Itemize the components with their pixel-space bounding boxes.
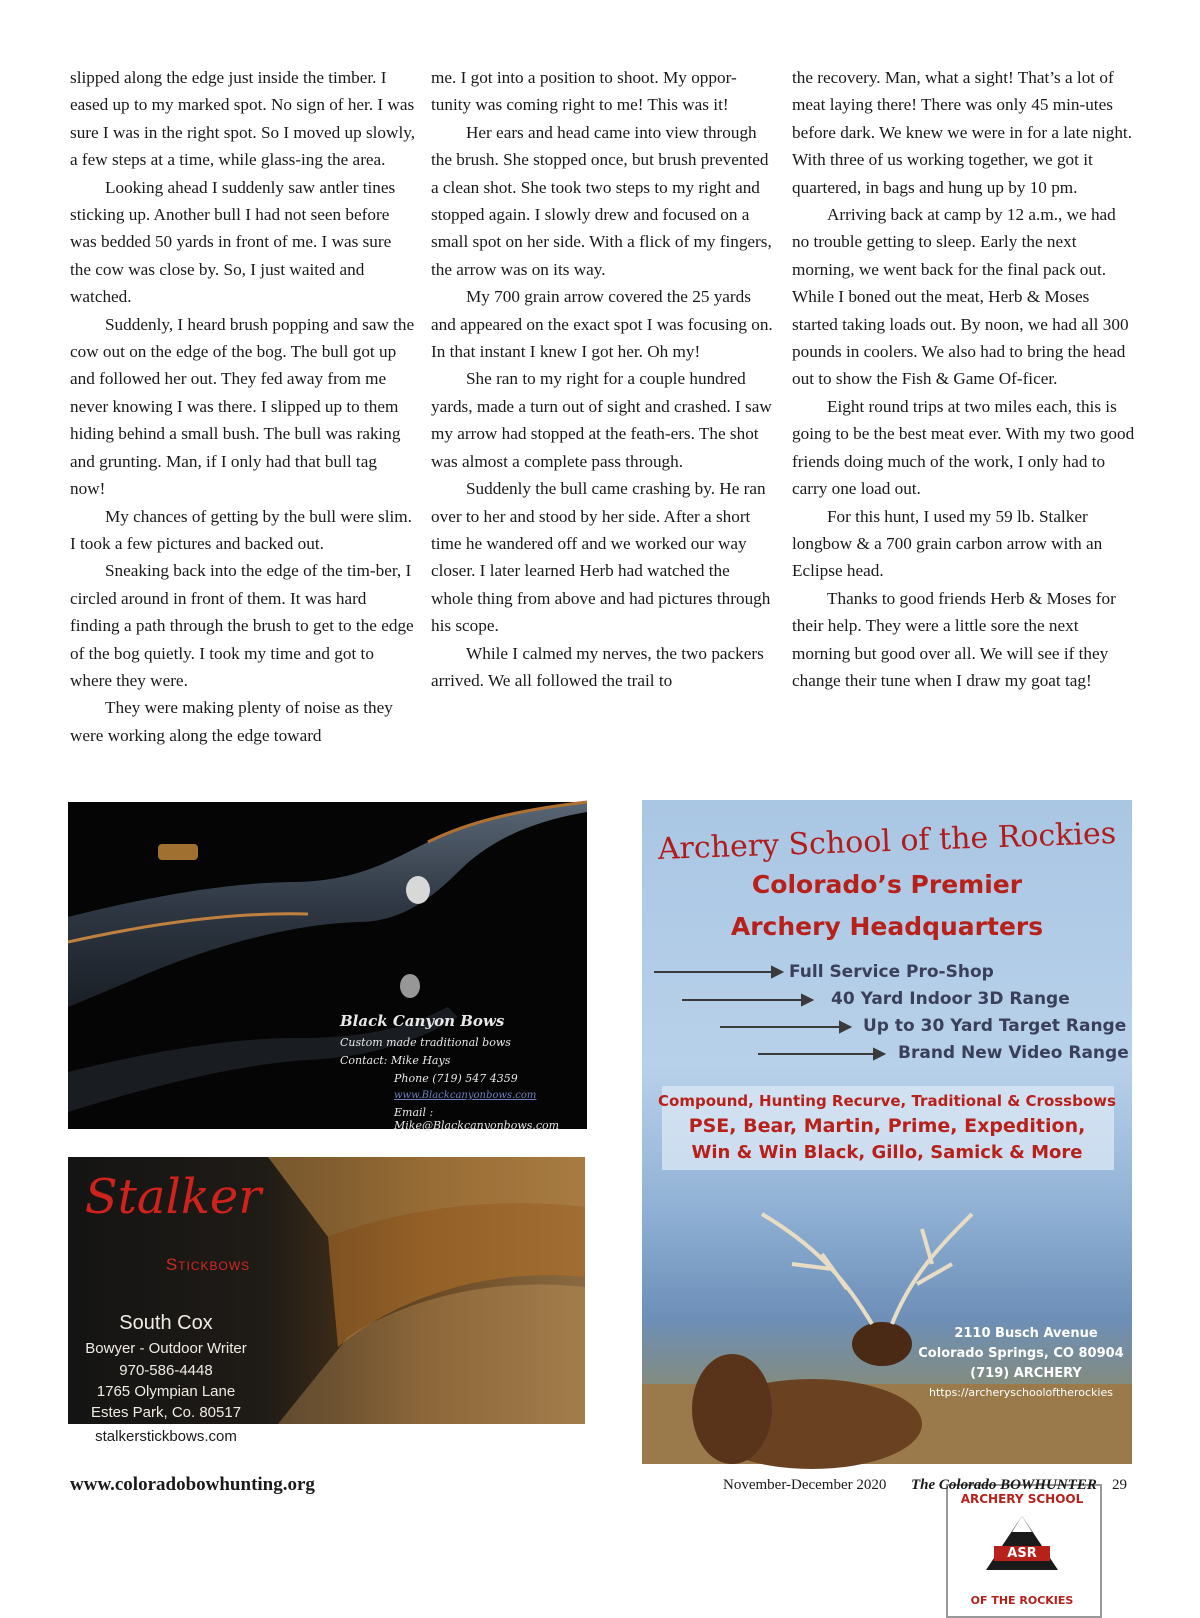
asr-feature-3: Up to 30 Yard Target Range (863, 1016, 1127, 1036)
mountain-icon (982, 1512, 1062, 1572)
asr-brands-3: Win & Win Black, Gillo, Samick & More (691, 1142, 1083, 1163)
bcb-contact: Contact: Mike Hays (340, 1054, 451, 1067)
bcb-name: Black Canyon Bows (340, 1012, 505, 1030)
paragraph: me. I got into a position to shoot. My oppor-tunity was coming right to me! This was it! (431, 68, 737, 115)
bcb-phone: Phone (719) 547 4359 (394, 1072, 518, 1085)
asr-logo-top: ARCHERY SCHOOL (960, 1492, 1084, 1506)
asr-headline-2: Archery Headquarters (730, 912, 1044, 941)
asr-logo-mid: ASR (994, 1546, 1050, 1561)
paragraph: Eight round trips at two miles each, this is going to be the best meat ever. With my two good friends doing much of the work, I only had to carry one load out. (792, 396, 1135, 499)
elk-image (642, 1184, 1132, 1464)
footer-page-number: 29 (1112, 1477, 1127, 1493)
asr-logo-bottom: OF THE ROCKIES (970, 1594, 1074, 1607)
asr-arc-title: Archery School of the Rockies (657, 816, 1117, 867)
paragraph: Suddenly, I heard brush popping and saw the cow out on the edge of the bog. The bull got up and followed her out. They fed away from me never knowing I was there. I slipped up to them hiding behind a small bush. The bull was raking and grunting. Man, if I only had that bull tag now! (70, 314, 415, 499)
paragraph: slipped along the edge just inside the timber. I eased up to my marked spot. No sign of her. I was sure I was in the right spot. So I moved up slowly, a few steps at a time, while glass-ing the area. (70, 68, 415, 170)
asr-headline-1: Colorado’s Premier (751, 870, 1023, 899)
paragraph: Looking ahead I suddenly saw antler tines sticking up. Another bull I had not seen before was bedded 50 yards in front of me. I was sure the cow was close by. So, I just waited and watched. (70, 177, 396, 307)
stalker-owner-title: Bowyer - Outdoor Writer (85, 1340, 247, 1357)
stalker-owner-name: South Cox (119, 1312, 213, 1334)
paragraph: Sneaking back into the edge of the tim-ber, I circled around in front of them. It was hard finding a path through the brush to get to the edge of the bog quietly. I took my time and got to where they were. (70, 561, 414, 690)
asr-phone: (719) ARCHERY (970, 1366, 1082, 1381)
paragraph: For this hunt, I used my 59 lb. Stalker longbow & a 700 grain carbon arrow with an Eclipse head. (792, 506, 1103, 581)
article-column-3 (792, 64, 1137, 694)
paragraph: She ran to my right for a couple hundred yards, made a turn out of sight and crashed. I saw my arrow had stopped at the feath-ers. The shot was almost a complete pass through. (431, 369, 772, 471)
stalker-logo: Stalker (84, 1169, 262, 1225)
stalker-subtitle: Stickbows (165, 1255, 251, 1274)
bcb-website[interactable]: www.Blackcanyonbows.com (394, 1090, 537, 1101)
paragraph: Her ears and head came into view through the brush. She stopped once, but brush prevented a clean shot. She took two steps to my right and stopped again. I slowly drew and focused on a small spot on her side. With a flick of my fingers, the arrow was on its way. (431, 122, 772, 279)
paragraph: My chances of getting by the bull were slim. I took a few pictures and backed out. (70, 506, 412, 553)
paragraph: They were making plenty of noise as they were working along the edge toward (70, 698, 393, 745)
paragraph: Thanks to good friends Herb & Moses for their help. They were a little sore the next morning but good over all. We will see if they change their tune when I draw my goat tag! (792, 588, 1116, 690)
asr-brands-2: PSE, Bear, Martin, Prime, Expedition, (688, 1115, 1086, 1137)
footer-website[interactable]: www.coloradobowhunting.org (70, 1474, 315, 1495)
paragraph: the recovery. Man, what a sight! That’s a lot of meat laying there! There was only 45 min-utes before dark. We knew we were in for a late night. With three of us working together, we got it quartered, in bags and hung up by 10 pm. (792, 68, 1132, 197)
asr-feature-1: Full Service Pro-Shop (789, 962, 994, 982)
black-canyon-bows-ad (68, 802, 587, 1132)
asr-address-1: 2110 Busch Avenue (954, 1326, 1098, 1341)
bcb-tagline: Custom made traditional bows (340, 1036, 511, 1049)
asr-feature-4: Brand New Video Range (898, 1043, 1129, 1063)
paragraph: My 700 grain arrow covered the 25 yards and appeared on the exact spot I was focusing on. In that instant I knew I got her. Oh my! (431, 287, 773, 362)
paragraph: Arriving back at camp by 12 a.m., we had no trouble getting to sleep. Early the next morning, we went back for the final pack out. While I boned out the meat, Herb & Moses started taking loads out. By noon, we had all 300 pounds in coolers. We also had to bring the head out to show the Fish & Game Of-ficer. (792, 205, 1129, 389)
article-column-1 (70, 64, 415, 749)
paragraph: While I calmed my nerves, the two packers arrived. We all followed the trail to (431, 643, 764, 690)
asr-address-2: Colorado Springs, CO 80904 (918, 1346, 1124, 1361)
stalker-address-2: Estes Park, Co. 80517 (90, 1404, 242, 1421)
asr-website[interactable]: https://archeryschooloftherockies (929, 1386, 1113, 1399)
asr-feature-2: 40 Yard Indoor 3D Range (831, 989, 1070, 1009)
article-column-2 (431, 64, 776, 694)
stalker-website[interactable]: stalkerstickbows.com (95, 1428, 237, 1445)
asr-brands-1: Compound, Hunting Recurve, Traditional & Crossbows (658, 1092, 1116, 1110)
paragraph: Suddenly the bull came crashing by. He ran over to her and stood by her side. After a short time he wandered off and we worked our way closer. I later learned Herb had watched the whole thing from above and had pictures through his scope. (431, 479, 771, 636)
stalker-stickbows-ad (68, 1157, 585, 1424)
bcb-email[interactable]: Email : Mike@Blackcanyonbows.com (394, 1106, 560, 1132)
stalker-address-1: 1765 Olympian Lane (96, 1383, 236, 1400)
stalker-phone: 970-586-4448 (119, 1362, 213, 1379)
footer-magazine: The Colorado BOWHUNTER (911, 1477, 1097, 1493)
footer-issue: November-December 2020 (723, 1477, 887, 1493)
